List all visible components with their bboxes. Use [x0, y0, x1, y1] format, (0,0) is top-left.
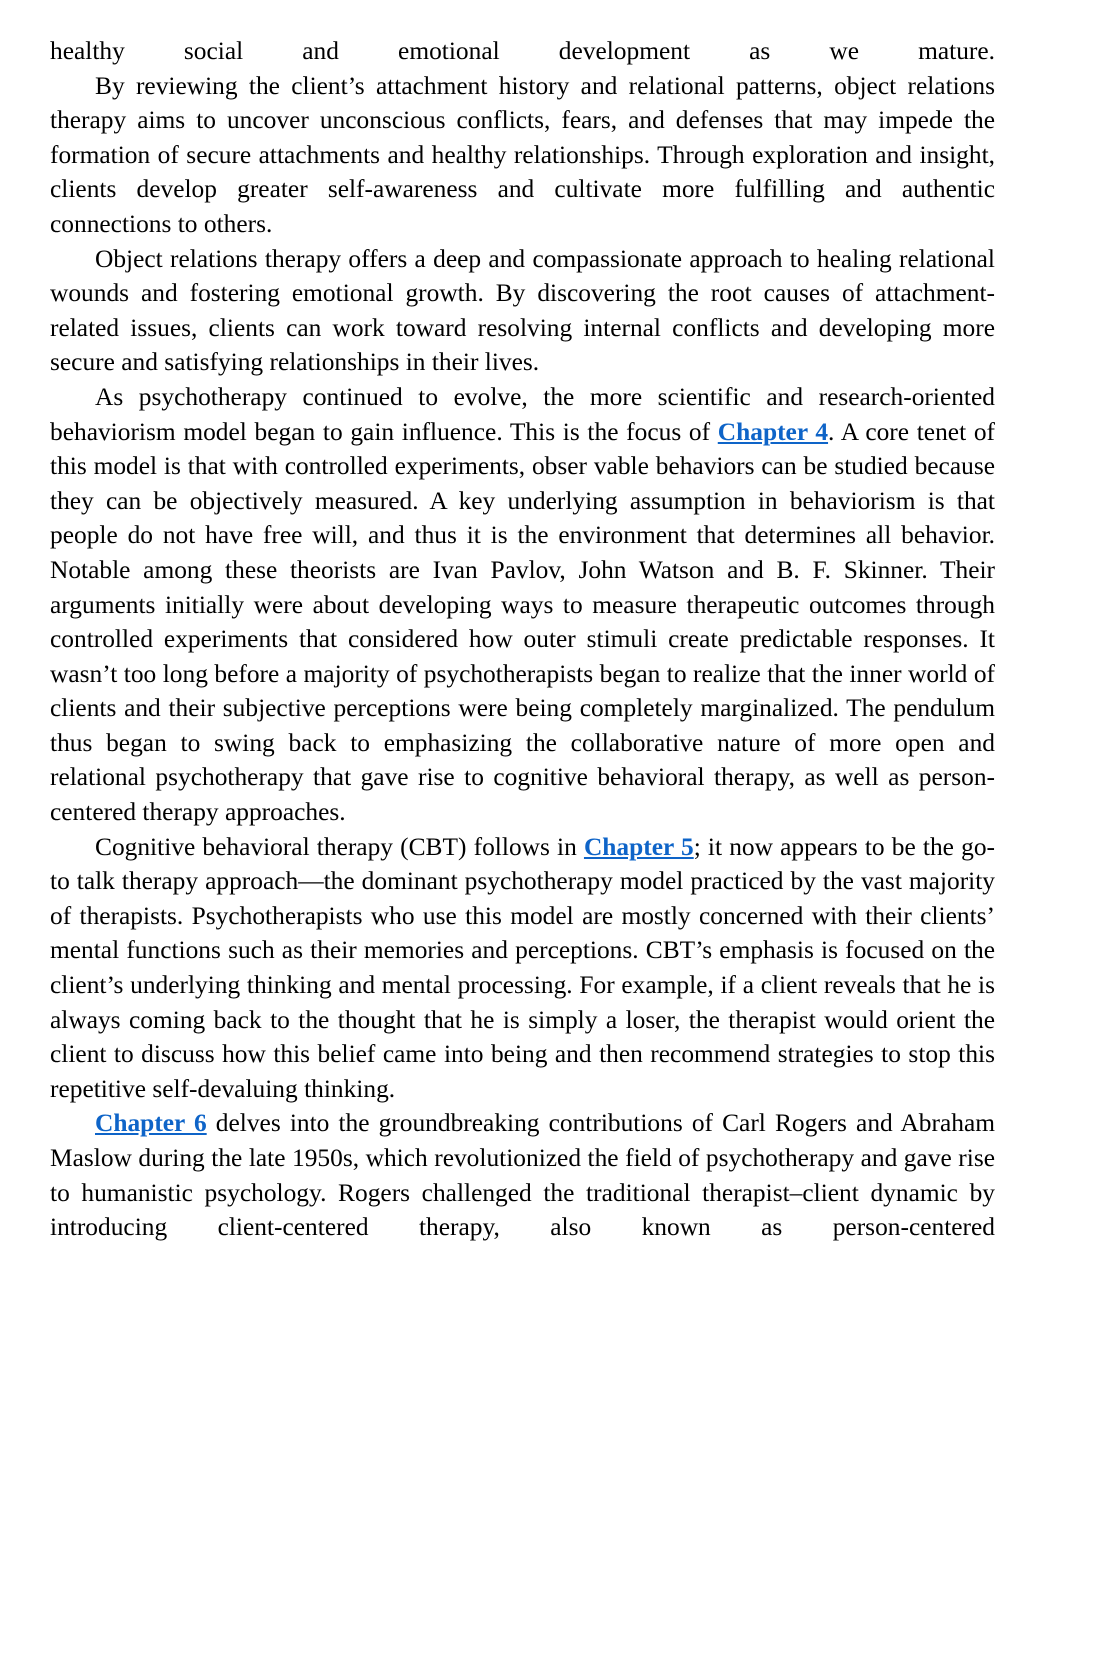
page-text-column	[50, 34, 995, 1245]
paragraph-text-before-link: Cognitive behavioral therapy (CBT) follows in	[95, 832, 584, 861]
paragraph-attachment-history	[50, 69, 995, 242]
paragraph-text-before-link: As psychotherapy continued to evolve, the more scientific and research-oriented behaviorism model began to gain influence. This is the focus of	[50, 382, 995, 446]
chapter-5-link[interactable]: Chapter 5	[583, 832, 694, 861]
paragraph-humanistic-chapter-6	[50, 1106, 995, 1244]
paragraph-object-relations-therapy	[50, 242, 995, 380]
paragraph-text-after-link: delves into the groundbreaking contributions of Carl Rogers and Abraham Maslow during the late 1950s, which revolutionized the field of psychotherapy and gave rise to humanistic psychology. Rogers challenged the traditional therapist–client dynamic by introducing client-centered therapy, also known as person-centered	[50, 1109, 995, 1242]
paragraph-text: By reviewing the client’s attachment history and relational patterns, object relations therapy aims to uncover unconscious conflicts, fears, and defenses that may impede the formation of secure attachments and healthy relationships. Through exploration and insight, clients develop greater self-awareness and cultivate more fulfilling and authentic connections to others.	[50, 71, 995, 238]
chapter-4-link[interactable]: Chapter 4	[717, 417, 829, 446]
paragraph-continued-opening	[50, 34, 995, 69]
paragraph-text: healthy social and emotional development as we mature.	[50, 37, 995, 65]
paragraph-text-after-link: . A core tenet of this model is that with controlled experiments, obser vable behaviors can be studied because they can be objectively measured. A key underlying assumption in behaviorism is that people do not have free will, and thus it is the environment that determines all behavior. Notable among these theorists are Ivan Pavlov, John Watson and B. F. Skinner. Their arguments initially were about developing ways to measure therapeutic outcomes through controlled experiments that considered how outer stimuli create predictable responses. It wasn’t too long before a majority of psychotherapists began to realize that the inner world of clients and their subjective perceptions were being completely marginalized. The pendulum thus began to swing back to emphasizing the collaborative nature of more open and relational psychotherapy that gave rise to cognitive behavioral therapy, as well as person-centered therapy approaches.	[50, 417, 995, 827]
paragraph-text: Object relations therapy offers a deep and compassionate approach to healing relational wounds and fostering emotional growth. By discovering the root causes of attachment-related issues, clients can work toward resolving internal conflicts and developing more secure and satisfying relationships in their lives.	[50, 244, 995, 377]
paragraph-text-after-link: ; it now appears to be the go-to talk therapy approach—the dominant psychotherapy model practiced by the vast majority of therapists. Psychotherapists who use this model are mostly concerned with their clients’ mental functions such as their memories and perceptions. CBT’s emphasis is focused on the client’s underlying thinking and mental processing. For example, if a client reveals that he is always coming back to the thought that he is simply a loser, the therapist would orient the client to discuss how this belief came into being and then recommend strategies to stop this repetitive self-devaluing thinking.	[50, 832, 995, 1103]
chapter-6-link[interactable]: Chapter 6	[95, 1109, 207, 1138]
paragraph-cbt-chapter-5	[50, 830, 995, 1107]
paragraph-behaviorism-chapter-4	[50, 380, 995, 830]
